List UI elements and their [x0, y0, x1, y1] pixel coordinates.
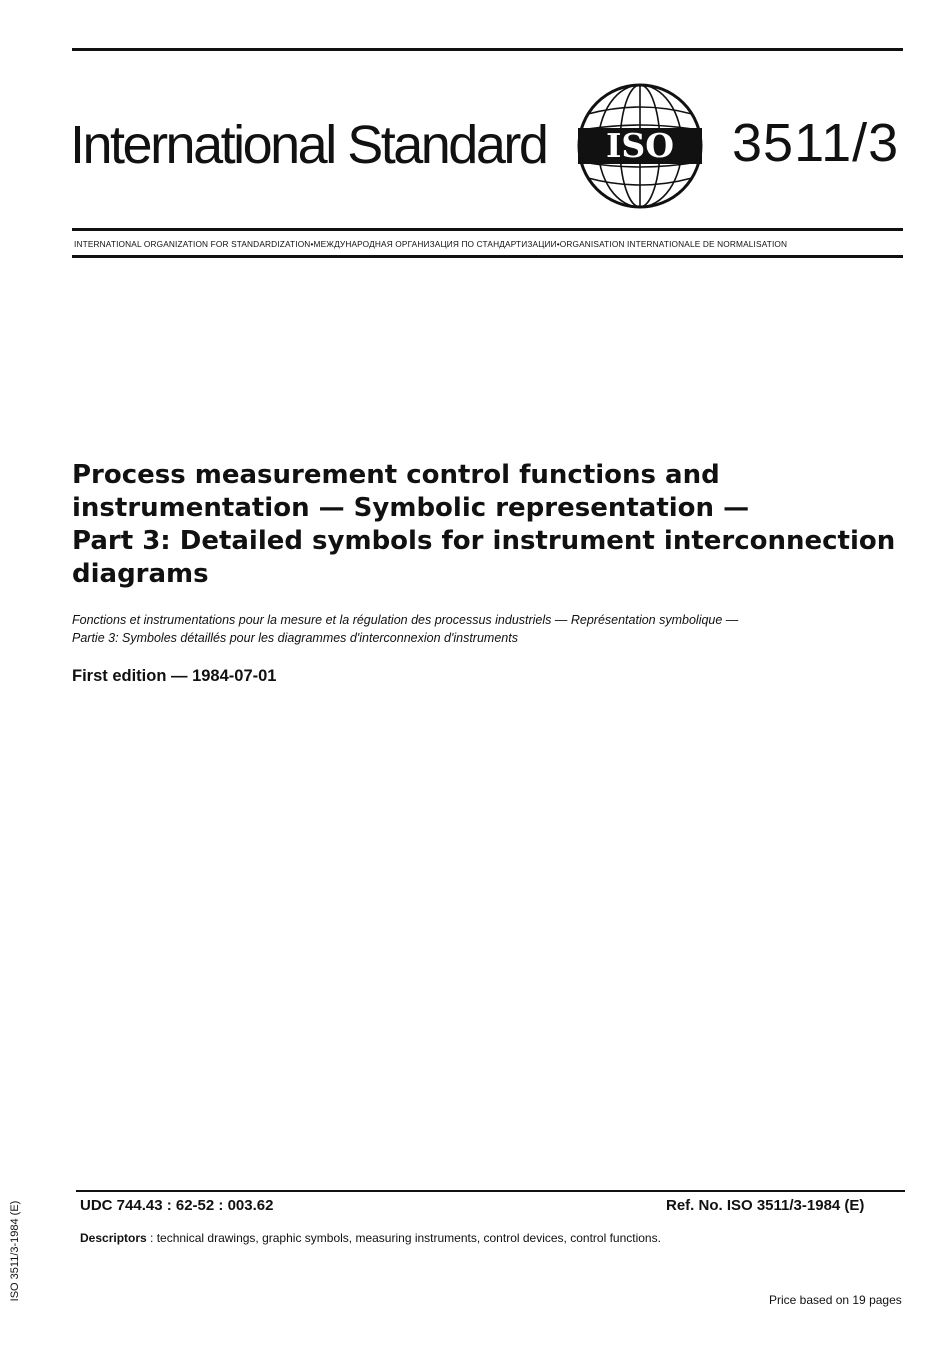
header-rule-upper [72, 228, 903, 231]
edition-date: First edition — 1984-07-01 [72, 667, 277, 685]
french-title-line: Fonctions et instrumentations pour la mesure et la régulation des processus industriels — Représentation symbolique — [72, 613, 739, 627]
title-line: Part 3: Detailed symbols for instrument interconnection [72, 526, 896, 556]
descriptors-text: : technical drawings, graphic symbols, measuring instruments, control devices, control functions. [146, 1231, 661, 1245]
reference-number: Ref. No. ISO 3511/3-1984 (E) [666, 1197, 865, 1214]
title-line: instrumentation — Symbolic representation — [72, 493, 750, 523]
header-rule-lower [72, 255, 903, 258]
french-title [72, 611, 922, 647]
title-line: diagrams [72, 559, 209, 589]
logo-text: ISO [605, 126, 675, 165]
document-title [72, 459, 912, 591]
organization-line: INTERNATIONAL ORGANIZATION FOR STANDARDIZATION•МЕЖДУНАРОДНАЯ ОРГАНИЗАЦИЯ ПО СТАНДАРТИЗАЦИИ•ORGANISATION INTERNATIONALE DE NORMALISATION [74, 239, 788, 249]
french-title-line: Partie 3: Symboles détaillés pour les diagrammes d'interconnexion d'instruments [72, 631, 518, 645]
header-title: International Standard [70, 115, 547, 175]
udc-code: UDC 744.43 : 62-52 : 003.62 [80, 1197, 274, 1214]
title-line: Process measurement control functions and [72, 460, 720, 490]
footer-rule [76, 1190, 905, 1192]
side-reference: ISO 3511/3-1984 (E) [9, 1200, 21, 1302]
iso-logo [574, 80, 706, 212]
top-rule [72, 48, 903, 51]
descriptors [80, 1231, 661, 1245]
standard-number: 3511/3 [732, 113, 900, 173]
price-note: Price based on 19 pages [769, 1293, 902, 1307]
descriptors-label: Descriptors [80, 1231, 147, 1245]
